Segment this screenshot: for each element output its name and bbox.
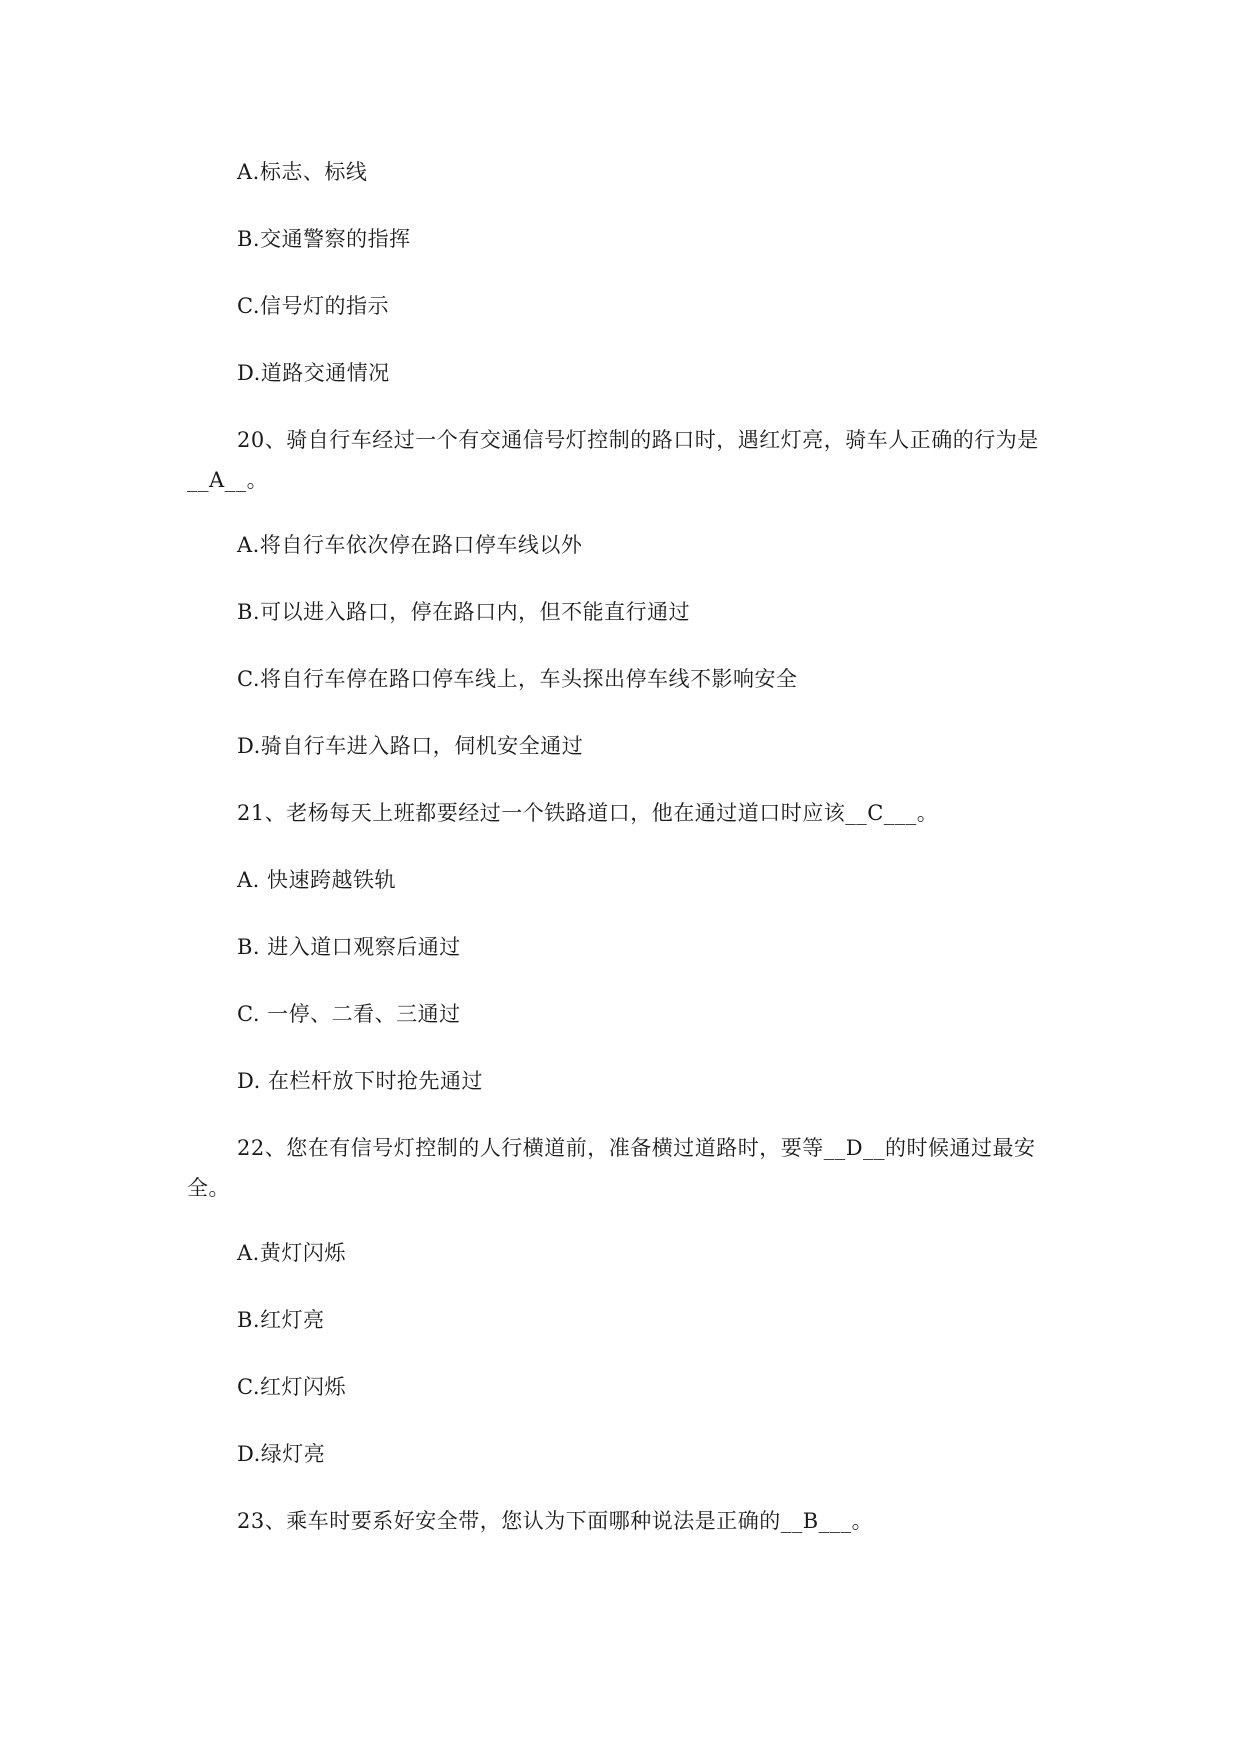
q19-option-a: A.标志、标线 [237, 160, 368, 184]
q21-option-d: D. 在栏杆放下时抢先通过 [237, 1069, 483, 1093]
q22-option-b: B.红灯亮 [237, 1308, 325, 1332]
q22-stem: 22、您在有信号灯控制的人行横道前，准备横过道路时，要等__D__的时候通过最安 [237, 1136, 1036, 1160]
q20-stem: 20、骑自行车经过一个有交通信号灯控制的路口时，遇红灯亮，骑车人正确的行为是 [237, 428, 1039, 452]
q20-option-c: C.将自行车停在路口停车线上，车头探出停车线不影响安全 [237, 667, 798, 691]
q21-option-b: B. 进入道口观察后通过 [237, 935, 461, 959]
q21-option-a: A. 快速跨越铁轨 [237, 868, 397, 892]
q21-option-c: C. 一停、二看、三通过 [237, 1002, 461, 1026]
q22-option-a: A.黄灯闪烁 [237, 1241, 346, 1265]
q22-stem-continued: 全。 [187, 1176, 230, 1200]
q20-option-a: A.将自行车依次停在路口停车线以外 [237, 533, 583, 557]
q20-option-d: D.骑自行车进入路口，伺机安全通过 [237, 734, 584, 758]
q21-stem: 21、老杨每天上班都要经过一个铁路道口，他在通过道口时应该__C___。 [237, 801, 939, 825]
q19-option-b: B.交通警察的指挥 [237, 227, 411, 251]
q20-stem-continued: __A__。 [187, 468, 269, 492]
q22-option-d: D.绿灯亮 [237, 1442, 326, 1466]
q19-option-c: C.信号灯的指示 [237, 294, 389, 318]
q23-stem: 23、乘车时要系好安全带，您认为下面哪种说法是正确的__B___。 [237, 1509, 874, 1533]
q22-option-c: C.红灯闪烁 [237, 1375, 346, 1399]
q20-option-b: B.可以进入路口，停在路口内，但不能直行通过 [237, 600, 691, 624]
q19-option-d: D.道路交通情况 [237, 361, 390, 385]
